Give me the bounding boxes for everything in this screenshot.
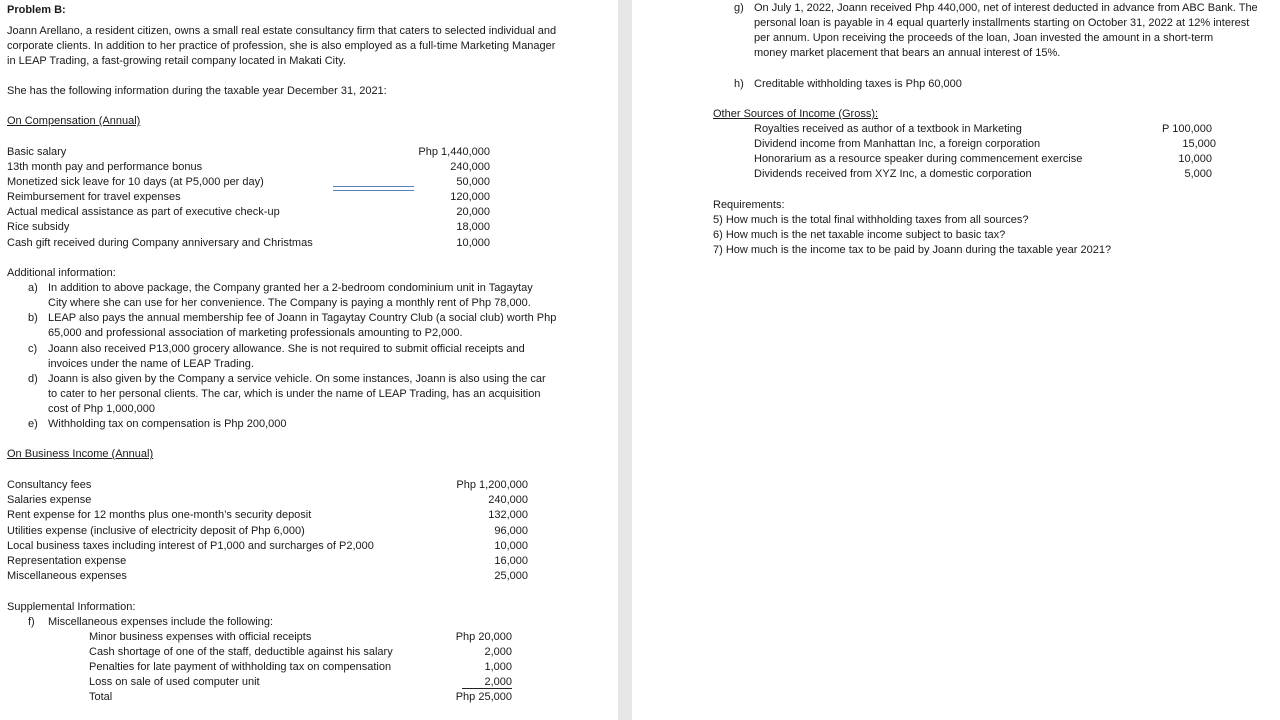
biz-amount: 96,000 (494, 525, 528, 537)
list-item-line: On July 1, 2022, Joann received Php 440,000, net of interest deducted in advance from ABC Bank. The (754, 2, 1258, 14)
comp-label: Monetized sick leave for 10 days (at P5,000 per day) (7, 176, 264, 188)
biz-label: Rent expense for 12 months plus one-month’s security deposit (7, 509, 312, 521)
other-label: Dividend income from Manhattan Inc, a foreign corporation (754, 138, 1041, 150)
requirement-item: 6) How much is the net taxable income subject to basic tax? (713, 229, 1006, 241)
comp-label: Actual medical assistance as part of executive check-up (7, 206, 280, 218)
misc-total-label: Total (89, 691, 113, 703)
list-letter: d) (28, 373, 38, 385)
biz-label: Representation expense (7, 555, 127, 567)
other-amount: 15,000 (1182, 138, 1216, 150)
other-amount: 10,000 (1178, 153, 1212, 165)
left-page (0, 0, 618, 720)
list-item-line: invoices under the name of LEAP Trading. (48, 358, 254, 370)
additional-heading: Additional information: (7, 267, 116, 279)
other-label: Honorarium as a resource speaker during commencement exercise (754, 153, 1083, 165)
comp-label: Cash gift received during Company anniversary and Christmas (7, 237, 313, 249)
list-letter: e) (28, 418, 38, 430)
list-item-line: cost of Php 1,000,000 (48, 403, 156, 415)
comp-label: 13th month pay and performance bonus (7, 161, 203, 173)
list-item-line: 65,000 and professional association of marketing professionals amounting to P2,000. (48, 327, 463, 339)
requirements-heading: Requirements: (713, 199, 785, 211)
problem-title: Problem B: (7, 4, 66, 16)
business-heading: On Business Income (Annual) (7, 448, 154, 460)
biz-label: Local business taxes including interest of P1,000 and surcharges of P2,000 (7, 540, 374, 552)
biz-amount: Php 1,200,000 (456, 479, 528, 491)
other-label: Dividends received from XYZ Inc, a domestic corporation (754, 168, 1032, 180)
comp-label: Rice subsidy (7, 221, 70, 233)
info-line: She has the following information during the taxable year December 31, 2021: (7, 85, 387, 97)
other-income-heading: Other Sources of Income (Gross): (713, 108, 879, 120)
misc-label: Cash shortage of one of the staff, deductible against his salary (89, 646, 393, 658)
comp-amount: 120,000 (450, 191, 490, 203)
list-item-line: to cater to her personal clients. The car, which is under the name of LEAP Trading, has an acquisition (48, 388, 541, 400)
misc-label: Minor business expenses with official receipts (89, 631, 312, 643)
supplemental-heading: Supplemental Information: (7, 601, 136, 613)
biz-amount: 25,000 (494, 570, 528, 582)
other-amount: P 100,000 (1162, 123, 1212, 135)
list-item-line: money market placement that bears an annual interest of 15%. (754, 47, 1061, 59)
misc-amount: 1,000 (484, 661, 512, 673)
list-item-line: LEAP also pays the annual membership fee of Joann in Tagaytay Country Club (a social club) worth Php (48, 312, 557, 324)
biz-amount: 132,000 (488, 509, 528, 521)
comp-amount: 20,000 (456, 206, 490, 218)
list-letter: f) (28, 616, 35, 628)
list-letter: b) (28, 312, 38, 324)
comp-amount: 10,000 (456, 237, 490, 249)
list-item-line: Miscellaneous expenses include the following: (48, 616, 274, 628)
misc-amount: 2,000 (484, 646, 512, 658)
biz-amount: 16,000 (494, 555, 528, 567)
other-amount: 5,000 (1184, 168, 1212, 180)
requirement-item: 7) How much is the income tax to be paid by Joann during the taxable year 2021? (713, 244, 1112, 256)
double-rule-decoration (333, 186, 414, 191)
misc-amount: 2,000 (484, 676, 512, 688)
misc-amount: Php 20,000 (455, 631, 512, 643)
intro-paragraph: Joann Arellano, a resident citizen, owns a small real estate consultancy firm that caters to selected individual and corporate clients. In addition to her practice of profession, she is also employed as a full-time Marketing Manager in LEAP Trading, a fast-growing retail company located in Makati City. (7, 25, 557, 67)
misc-label: Penalties for late payment of withholding tax on compensation (89, 661, 392, 673)
list-item-line: Creditable withholding taxes is Php 60,000 (754, 78, 962, 90)
comp-amount: 50,000 (456, 176, 490, 188)
list-item-line: Withholding tax on compensation is Php 200,000 (48, 418, 287, 430)
misc-total-amount: Php 25,000 (455, 691, 512, 703)
list-letter: a) (28, 282, 38, 294)
right-page (632, 0, 1280, 720)
list-letter: h) (734, 78, 744, 90)
page-gutter (618, 0, 632, 720)
biz-amount: 10,000 (494, 540, 528, 552)
list-letter: c) (28, 343, 38, 355)
comp-amount: 18,000 (456, 221, 490, 233)
biz-label: Salaries expense (7, 494, 92, 506)
list-item-line: personal loan is payable in 4 equal quarterly installments starting on October 31, 2022 at 12% interest (754, 17, 1250, 29)
list-item-line: per annum. Upon receiving the proceeds of the loan, Joan invested the amount in a short-term (754, 32, 1214, 44)
list-item-line: Joann also received P13,000 grocery allowance. She is not required to submit official receipts and (48, 343, 525, 355)
biz-label: Miscellaneous expenses (7, 570, 127, 582)
comp-amount: Php 1,440,000 (418, 146, 490, 158)
total-rule (462, 688, 512, 689)
requirement-item: 5) How much is the total final withholding taxes from all sources? (713, 214, 1029, 226)
comp-label: Basic salary (7, 146, 67, 158)
comp-label: Reimbursement for travel expenses (7, 191, 181, 203)
biz-label: Utilities expense (inclusive of electricity deposit of Php 6,000) (7, 525, 305, 537)
biz-amount: 240,000 (488, 494, 528, 506)
biz-label: Consultancy fees (7, 479, 92, 491)
comp-amount: 240,000 (450, 161, 490, 173)
other-label: Royalties received as author of a textbook in Marketing (754, 123, 1022, 135)
list-item-line: Joann is also given by the Company a service vehicle. On some instances, Joann is also using the car (48, 373, 546, 385)
list-item-line: In addition to above package, the Company granted her a 2-bedroom condominium unit in Tagaytay (48, 282, 533, 294)
list-item-line: City where she can use for her convenience. The Company is paying a monthly rent of Php 78,000. (48, 297, 531, 309)
list-letter: g) (734, 2, 744, 14)
compensation-heading: On Compensation (Annual) (7, 115, 141, 127)
misc-label: Loss on sale of used computer unit (89, 676, 260, 688)
